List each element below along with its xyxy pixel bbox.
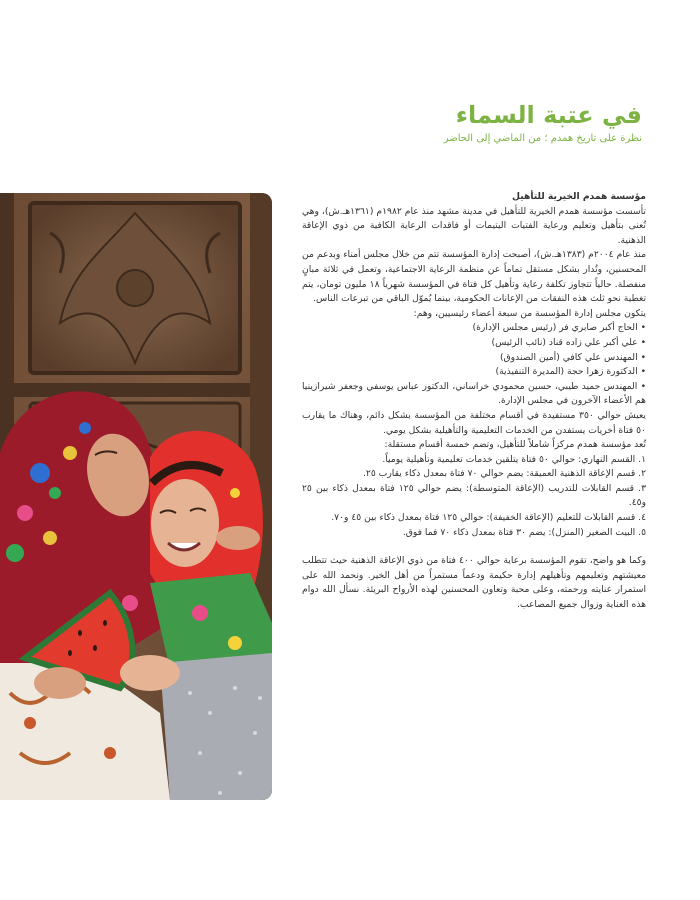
- paragraph-gap: [302, 540, 646, 554]
- article-photo: [0, 193, 272, 800]
- article-intro-2: منذ عام ٢٠٠٤م (١٣٨٣هـ.ش)، أصبحت إدارة المؤسسة تتم من خلال مجلس أمناء وبدعم من المحسنين، وتُدار بشكل مستقل تماماً عن منظمة الرعاية الاجتماعية، وتعمل في ثلاثة مبانٍ منفصلة. حالياً تتجاوز تكلفة رعاية وتأهيل كل فتاة في المؤسسة شهرياً ١٨ مليون تومان، يتم تغطية نحو ثلث هذه النفقات من الإعانات الحكومية، بينما يُموّل الباقي من تبرعات الناس.: [302, 249, 647, 305]
- list-item: • المهندس حميد طيبي، حسين محمودي خراساني، الدكتور عباس يوسفي وجعفر شيرازينيا هم الأعضاء الآخرون في مجلس الإدارة.: [302, 380, 646, 407]
- page-subtitle: نظرة على تاريخ همدم ؛ من الماضي إلى الحاضر: [443, 133, 642, 144]
- list-item: • الدكتورة زهرا حجة (المديرة التنفيذية): [495, 366, 646, 378]
- article-sections-intro: تُعد مؤسسة همدم مركزاً شاملاً للتأهيل، وتضم خمسة أقسام مستقلة:: [384, 439, 646, 451]
- article-heading: مؤسسة همدم الخيرية للتأهيل: [512, 191, 646, 202]
- list-item: ١. القسم النهاري: حوالي ٥٠ فتاة يتلقين خدمات تعليمية وتأهيلية يومياً.: [382, 453, 646, 465]
- list-item: • علي أكبر علي زاده قناد (نائب الرئيس): [491, 336, 646, 348]
- article-body: [302, 190, 646, 613]
- list-item: ٣. قسم القابلات للتدريب (الإعاقة المتوسطة): يضم حوالي ١٢٥ فتاة بمعدل ذكاء بين ٢٥ و٤٥.: [302, 482, 646, 509]
- list-item: ٥. البيت الصغير (المنزل): يضم ٣٠ فتاة بمعدل ذكاء ٧٠ فما فوق.: [402, 526, 646, 538]
- sections-list: [302, 453, 646, 541]
- article-intro-3: يتكون مجلس إدارة المؤسسة من سبعة أعضاء رئيسيين، وهم:: [413, 307, 646, 319]
- list-item: ٤. قسم القابلات للتعليم (الإعاقة الخفيفة): حوالي ١٢٥ فتاة بمعدل ذكاء بين ٤٥ و٧٠.: [331, 512, 646, 524]
- article-intro-1: تأسست مؤسسة همدم الخيرية للتأهيل في مدينة مشهد منذ عام ١٩٨٢م (١٣٦١هـ.ش)، وهي تُعنى بتأهيل وتعليم ورعاية الفتيات اليتيمات أو فاقدات الرعاية الكافية من ذوي الإعاقة الذهنية.: [302, 205, 646, 246]
- list-item: • المهندس علي كافي (أمين الصندوق): [499, 351, 646, 363]
- title-block: [222, 100, 642, 146]
- article-closing: وكما هو واضح، تقوم المؤسسة برعاية حوالي ٤٠٠ فتاة من ذوي الإعاقة الذهنية حيث تتطلب معيشتهم وتعليمهم وتأهيلهم إدارة حكيمة ودعماً مستمراً من أهل الخير. ونحمد الله على استمرار عنايته ورحمته، وعلى محبة وتعاون المحسنين لهذه الأرواح البريئة. نسأل الله دوام هذه العناية وزوال جميع المصاعب.: [302, 555, 647, 611]
- photo-illustration-icon: [0, 193, 272, 800]
- list-item: ٢. قسم الإعاقة الذهنية العميقة: يضم حوالي ٧٠ فتاة بمعدل ذكاء يقارب ٢٥.: [362, 468, 646, 480]
- article-residents: يعيش حوالي ٣٥٠ مستفيدة في أقسام مختلفة من المؤسسة بشكل دائم، وهناك ما يقارب ٥٠ فتاة أخريات يستفدن من الخدمات التعليمية والتأهيلية بشكل يومي.: [302, 409, 646, 436]
- board-members-list: [302, 321, 646, 409]
- page-title: في عتبة السماء: [455, 101, 642, 129]
- list-item: • الحاج أكبر صابري فر (رئيس مجلس الإدارة): [472, 322, 646, 334]
